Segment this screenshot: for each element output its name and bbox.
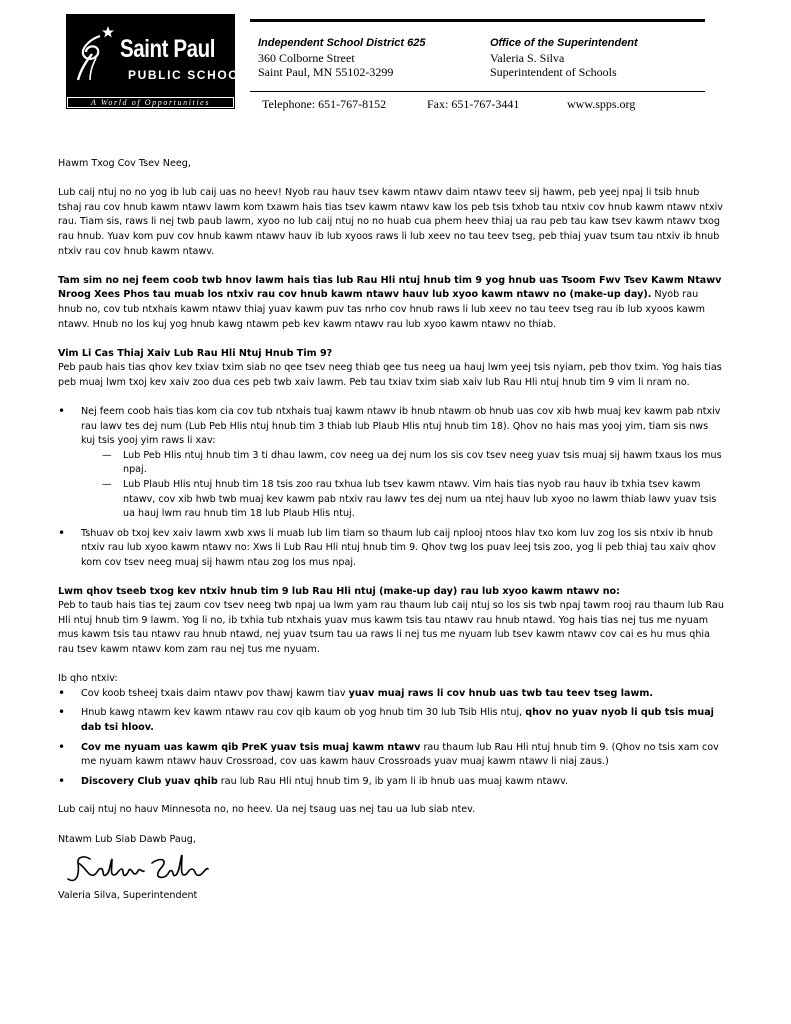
superintendent-office-block (490, 36, 638, 80)
reason-spring-break: Tshuav ob txoj kev xaiv lawm xwb xws li muab lub lim tiam so thaum lub caij nplooj ntoos hlav txo kom luv zog los sis ntxiv ib hnub ntxiv rau lub xyoo kawm ntawv no: Xws li Lub Rau Hli ntuj hnub tim 9. Qhov twg los puav leej tsis zoo, yog li peb thiaj tau xaiv qhov kom cov tsev neeg muaj sij hawm ntau zog los mus npaj. (81, 527, 716, 569)
salutation: Hawm Txog Cov Tsev Neeg, (58, 158, 191, 169)
item-bold-text: Discovery Club yuav qhib (81, 775, 218, 787)
list-item (58, 741, 724, 770)
reason-staff-dev-days: Nej feem coob hais tias kom cia cov tub ntxhais tuaj kawm ntawv ib hnub ntawm ob hnub uas cov xib hwb muaj kev kawm pab ntxiv rau lawv tes dej num (Lub Peb Hlis ntuj hnub tim 3 thiab lub Plaub Hlis ntuj hnub tim 18). Qhov no hais mas yooj yim, tiam sis nws kuj tsis yooj yim raws li xav: (81, 406, 721, 447)
paragraph-make-up-day (58, 274, 724, 332)
list-item (58, 527, 724, 571)
logo-text-public-schools: PUBLIC SCHOOLS (128, 68, 258, 82)
item-bold-text: qhov no yuav nyob li qub tsis muaj dab tsi hloov. (81, 707, 714, 733)
telephone: Telephone: 651-767-8152 (262, 97, 387, 111)
list-item (58, 706, 724, 735)
superintendent-name: Valeria S. Silva (490, 50, 565, 65)
item-text: rau thaum lub Rau Hli ntuj hnub tim 9. (Qhov no tsis xam cov me nyuam kawm ntawv hauv Crossroad, cov uas kawm hauv Crossroads yuav muaj kawm ntawv li niaj zaus.) (81, 741, 719, 768)
item-text: rau lub Rau Hli ntuj hnub tim 9, ib yam li ib hnub uas muaj kawm ntawv. (217, 775, 569, 787)
list-item (58, 775, 724, 790)
additional-info-list (58, 687, 724, 790)
closing-paragraph: Lub caij ntuj no hauv Minnesota no, no heev. Ua nej tsaug uas nej tau ua lub siab ntev. (58, 804, 476, 816)
paragraph-reasons: Peb paub hais tias qhov kev txiav txim siab no qee tsev neeg thiab qee tus neeg ua hauj lwm yeej tsis nyiam, peb thov txim. Yog hais tias peb muaj lwm txoj kev xaiv zoo dua ces peb twb xaiv lawm. Peb tau txiav txim siab xaiv lub Rau Hli ntuj hnub tim 9 vim li nram no. (58, 362, 722, 388)
signer-name-title: Valeria Silva, Superintendent (58, 890, 198, 902)
sub-list (81, 449, 724, 522)
list-item (58, 405, 724, 522)
sub-list-item (81, 449, 724, 478)
saint-paul-logo (66, 14, 258, 109)
also-label: Ib qho ntxiv: (58, 673, 118, 685)
sub-list-item (81, 478, 724, 522)
item-text: Hnub kawg ntawm kev kawm ntawv rau cov qib kaum ob yog hnub tim 30 lub Tsib Hlis ntuj, (81, 707, 526, 719)
heading-other-facts: Lwm qhov tseeb txog kev ntxiv hnub tim 9 lub Rau Hli ntuj (make-up day) rau lub xyoo kawm ntawv no: (58, 585, 620, 597)
district-name: Independent School District 625 (258, 37, 426, 49)
superintendent-title: Superintendent of Schools (490, 65, 617, 79)
office-name: Office of the Superintendent (490, 37, 638, 49)
sign-off: Ntawm Lub Siab Dawb Paug, (58, 833, 196, 845)
street-address: 360 Colborne Street (258, 50, 355, 65)
reason-april-18: Lub Plaub Hlis ntuj hnub tim 18 tsis zoo rau txhua lub tsev kawm ntawv. Vim hais tias nyob rau hauv ib txhia tsev kawm ntawv, cov xib hwb twb muaj kev kawm pab ntxiv rau lawv tes dej num ua ntej hauv lub xyoo no lawm thiab lawv yuav tsis ua hauj lwm rau hnub tim 18 lub Plaub Hlis ntuj. (123, 479, 717, 520)
list-item (58, 687, 724, 702)
logo-star-swoosh-icon (70, 20, 118, 82)
item-bold-text: Cov me nyuam uas kawm qib PreK yuav tsis muaj kawm ntawv (81, 741, 421, 753)
letterhead-top-rule (250, 19, 705, 22)
district-address-block (258, 36, 425, 80)
item-bold-text: yuav muaj raws li cov hnub uas twb tau teev tseg lawm. (348, 687, 654, 699)
fax: Fax: 651-767-3441 (427, 97, 520, 111)
website-link[interactable]: www.spps.org (567, 97, 636, 111)
reason-march-3: Lub Peb Hlis ntuj hnub tim 3 ti dhau lawm, cov neeg ua dej num los sis cov tsev neeg yuav tsis muaj sij hawm txaus los mus npaj. (123, 449, 722, 476)
paragraph-intro: Lub caij ntuj no no yog ib lub caij uas no heev! Nyob rau hauv tsev kawm ntawv daim ntawv teev sij hawm, peb yeej npaj li tsib hnub tshaj rau cov hnub kawm ntawv lawm kom txawm hais tias tsev kawm ntawv kaw los peb tsis txhob tau ntxiv cov hnub kawm ntawv ntxiv rau. Tiam sis, raws li nej twb paub lawm, xyoo no lub caij ntuj no no huab cua phem heev thiaj ua rau peb tau kaw tsev kawm ntawv txog rau hnub. Yuav kom puv cov hnub kawm ntawv hauv ib lub xyoos raws li lub xeev no tau teev tseg, peb thiaj yuav tsum tau ntxiv ib hnub ntxiv rau cov hnub kawm ntawv. (58, 187, 723, 257)
logo-text-saint-paul: Saint Paul (120, 35, 216, 63)
city-state-zip: Saint Paul, MN 55102-3299 (258, 65, 394, 79)
reasons-list (58, 405, 724, 571)
paragraph-absences: Peb to taub hais tias tej zaum cov tsev neeg twb npaj ua lwm yam rau thaum lub caij ntuj so los sis twb npaj tawm rooj rau thaum lub Rau Hli ntuj hnub tim 9 lawm. Yog li no, ib txhia tub ntxhais yuav mus kawm tsis tau ntawv rau hnub ntawd. Yog hais tias nej tus me nyuam mus kawm tsis tau ntawv rau hnub ntawd, nej yuav tsum tau ua raws li nej tus me nyuam lub tsev kawm ntawv cov cai es hu mus qhia rau tsev kawm ntawv kom zam rau nej tus me nyuam. (58, 600, 724, 655)
make-up-day-announcement: Tam sim no nej feem coob twb hnov lawm hais tias lub Rau Hli ntuj hnub tim 9 yog hnub uas Tsoom Fwv Tsev Kawm Ntawv Nroog Xees Phos tau muab los ntxiv rau cov hnub kawm ntawv hauv lub xyoo kawm ntawv no (make-up day). (58, 274, 722, 301)
letterhead-bottom-rule (250, 91, 705, 92)
make-up-day-details: Nyob rau hnub no, cov tub ntxhais kawm ntawv thiaj yuav kawm puv tas nrho cov hnub raws li lub xeev no tau teev tseg rau ib lub xyoos kawm ntawv. Hnub no los kuj yog hnub kawg ntawm peb kev kawm ntawv rau lub xyoo kawm ntawv no thiab. (58, 289, 705, 330)
letter-body (58, 157, 724, 904)
logo-tagline: A World of Opportunities (67, 97, 234, 108)
heading-why-june-9: Vim Li Cas Thiaj Xaiv Lub Rau Hli Ntuj Hnub Tim 9? (58, 347, 333, 359)
logo-tagline-bar (66, 96, 235, 109)
item-text: Cov koob tsheej txais daim ntawv pov thawj kawm tiav (81, 687, 349, 699)
handwritten-signature (64, 849, 214, 889)
